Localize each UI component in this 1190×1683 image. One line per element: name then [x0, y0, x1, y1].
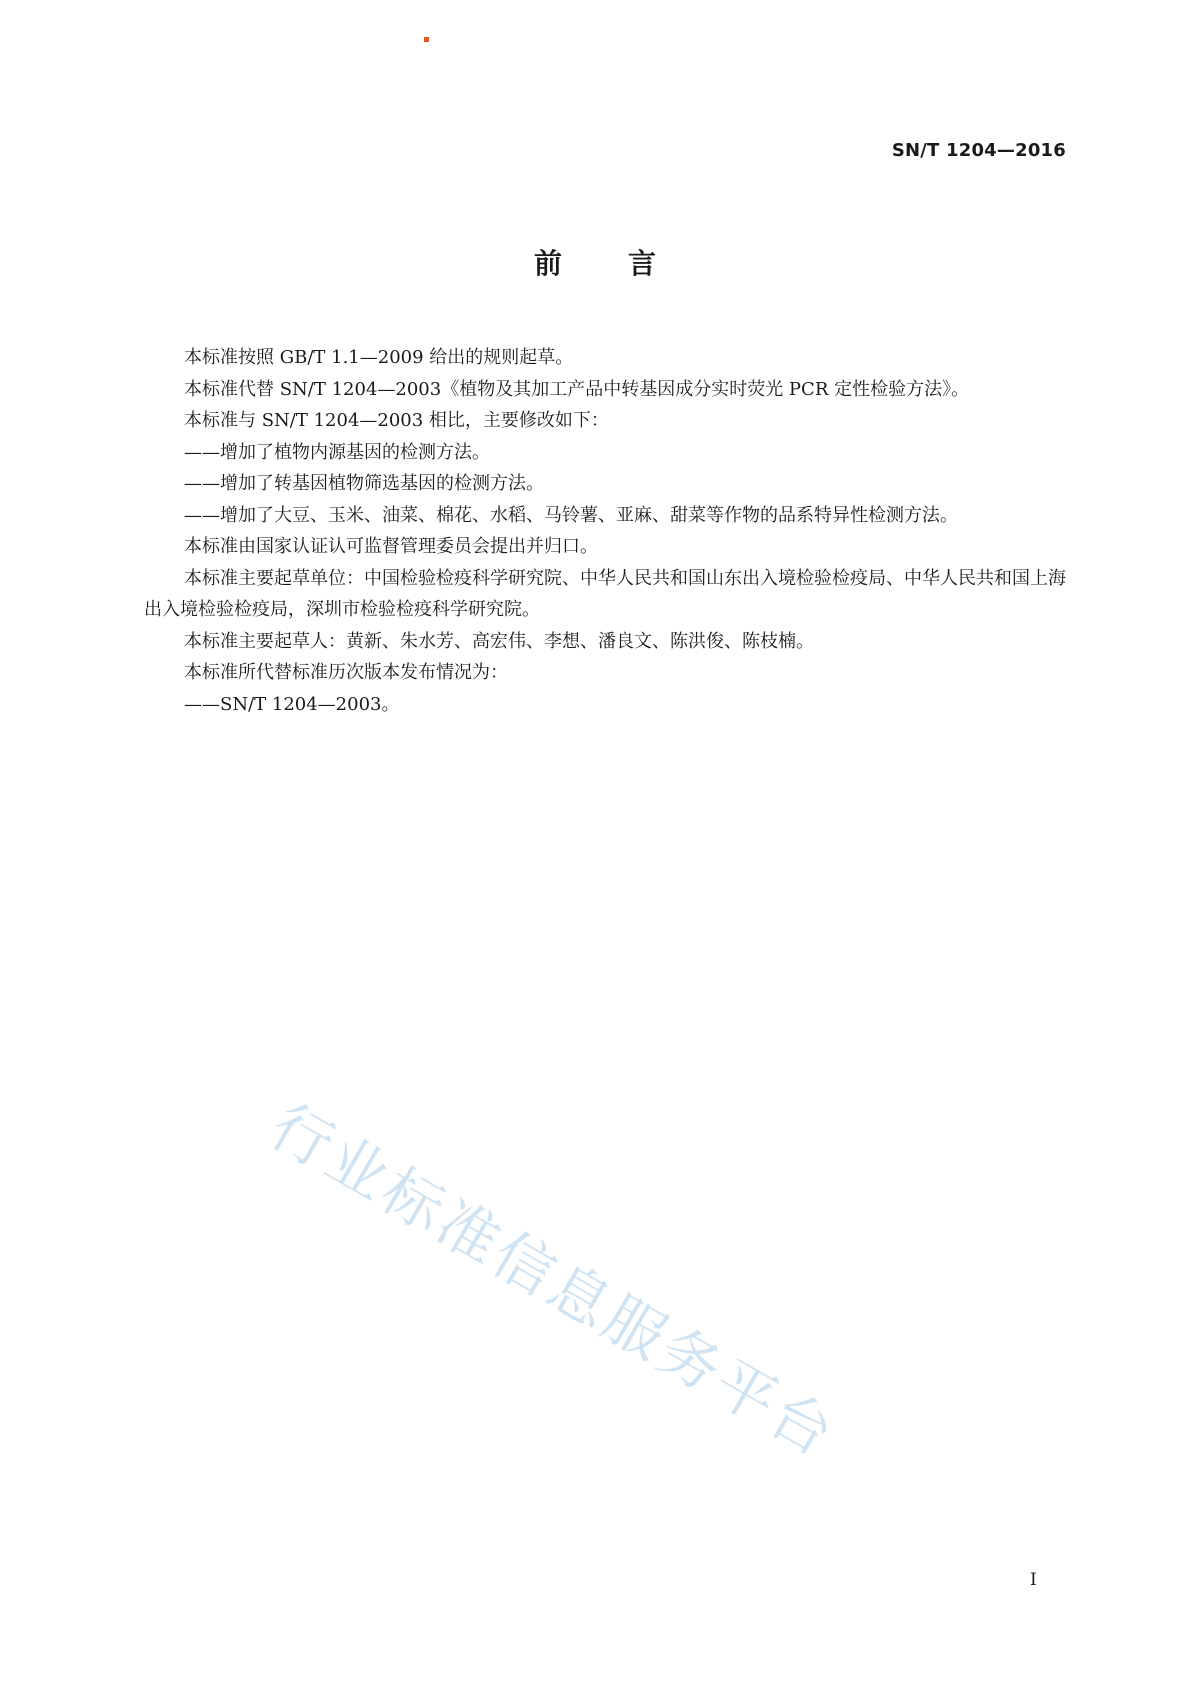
- paragraph-drafters: 本标准主要起草人：黄新、朱水芳、高宏伟、李想、潘良文、陈洪俊、陈枝楠。: [184, 630, 814, 652]
- paragraph-change-item: ——增加了大豆、玉米、油菜、棉花、水稻、马铃薯、亚麻、甜菜等作物的品系特异性检测方法。: [184, 504, 958, 526]
- paragraph-version-history: 本标准所代替标准历次版本发布情况为：: [184, 662, 508, 683]
- paragraph-drafting-units: 本标准主要起草单位：中国检验检疫科学研究院、中华人民共和国山东出入境检验检疫局、中华人民共和国上海出入境检验检疫局，深圳市检验检疫科学研究院。: [144, 567, 1066, 620]
- page-title: 前言: [533, 247, 722, 280]
- paragraph-proposed-by: 本标准由国家认证认可监督管理委员会提出并归口。: [184, 536, 598, 557]
- paragraph-change-item: ——增加了植物内源基因的检测方法。: [184, 441, 490, 463]
- corner-mark: [424, 37, 429, 42]
- paragraph-changes-intro: 本标准与 SN/T 1204—2003 相比，主要修改如下：: [184, 410, 609, 431]
- standard-code: SN/T 1204—2016: [891, 140, 1066, 161]
- paragraph-replaces: 本标准代替 SN/T 1204—2003《植物及其加工产品中转基因成分实时荧光 PCR 定性检验方法》。: [184, 378, 970, 400]
- watermark: 行业标准信息服务平台: [258, 1091, 848, 1472]
- paragraph-previous-version: ——SN/T 1204—2003。: [184, 693, 400, 715]
- foreword-body: [144, 342, 1066, 720]
- paragraph-change-item: ——增加了转基因植物筛选基因的检测方法。: [184, 473, 544, 494]
- page-number: I: [1030, 1570, 1037, 1590]
- paragraph-drafting-rules: 本标准按照 GB/T 1.1—2009 给出的规则起草。: [184, 347, 574, 368]
